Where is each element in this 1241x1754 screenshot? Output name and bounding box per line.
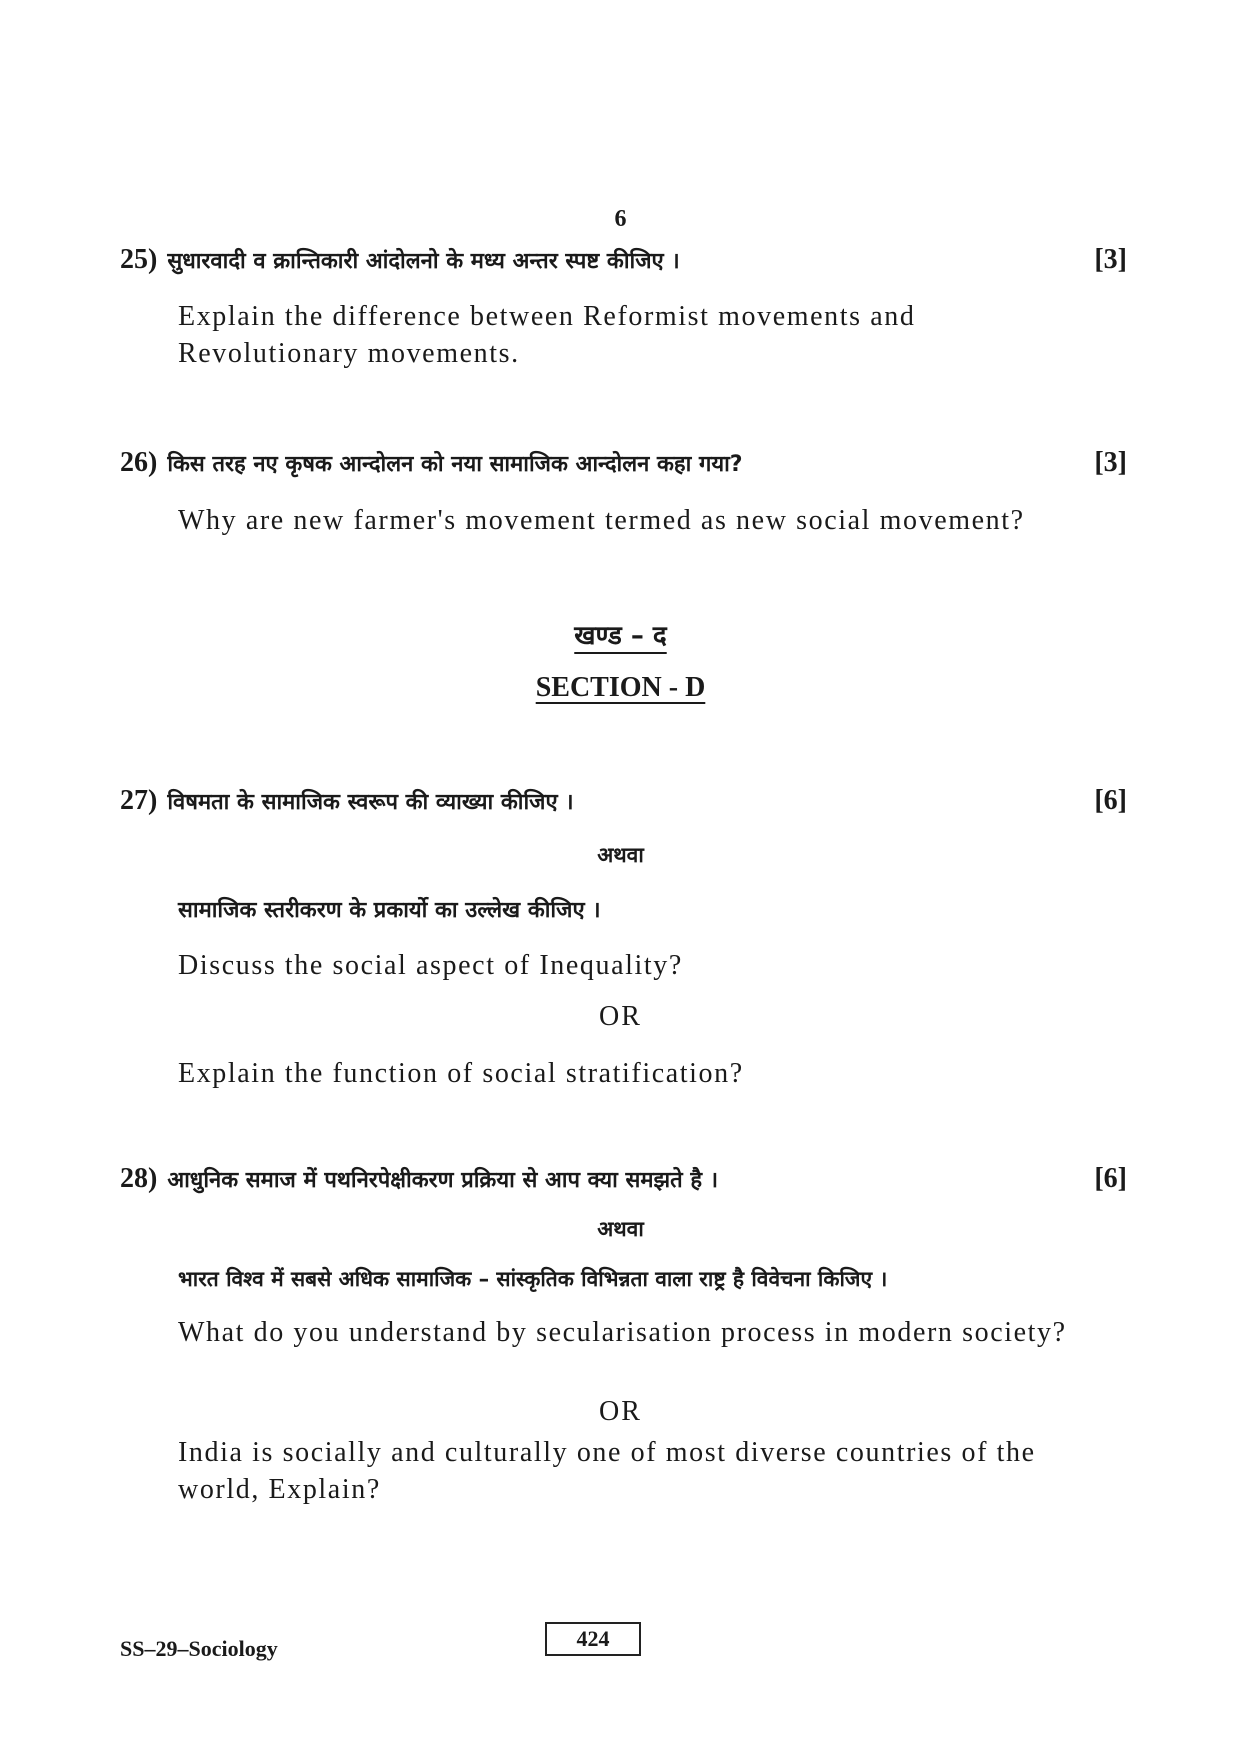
footer-subject-code: SS–29–Sociology (120, 1636, 278, 1661)
question-marks: [6] (1094, 1163, 1127, 1194)
question-28-hindi-line (120, 1163, 1125, 1195)
section-title-hindi-wrap (0, 616, 1241, 652)
question-number: 25) (120, 244, 158, 275)
question-english-text: What do you understand by secularisation process in modern society? (178, 1317, 1067, 1348)
question-marks: [6] (1094, 785, 1127, 816)
question-number: 27) (120, 785, 158, 816)
question-marks: [3] (1094, 447, 1127, 478)
section-title-english-wrap (0, 672, 1241, 704)
section-title-english: SECTION - D (535, 672, 706, 703)
question-27-hindi-line (120, 785, 1125, 817)
question-hindi-text: सुधारवादी व क्रान्तिकारी आंदोलनो के मध्य अन्तर स्पष्ट कीजिए । (167, 249, 680, 274)
question-english-text-continued: Revolutionary movements. (178, 338, 520, 369)
alternate-question-english-continued: world, Explain? (178, 1474, 381, 1505)
or-english: OR (599, 1396, 642, 1427)
alternate-question-hindi: सामाजिक स्तरीकरण के प्रकार्यो का उल्लेख कीजिए । (178, 898, 601, 923)
question-number: 28) (120, 1163, 158, 1194)
alternate-question-english: Explain the function of social stratification? (178, 1058, 744, 1089)
question-number: 26) (120, 447, 158, 478)
question-hindi-text: विषमता के सामाजिक स्वरूप की व्याख्या कीजिए । (167, 790, 574, 815)
alternate-question-english: India is socially and culturally one of most diverse countries of the (178, 1437, 1036, 1468)
or-hindi: अथवा (597, 843, 644, 867)
question-marks: [3] (1094, 244, 1127, 275)
page-number: 6 (614, 206, 627, 232)
question-english-text: Why are new farmer's movement termed as new social movement? (178, 505, 1025, 536)
or-hindi: अथवा (597, 1217, 644, 1241)
question-26-hindi-line (120, 447, 1125, 479)
question-english-text: Discuss the social aspect of Inequality? (178, 950, 683, 981)
question-english-text: Explain the difference between Reformist movements and (178, 301, 916, 332)
footer-page-box: 424 (545, 1622, 641, 1656)
or-english: OR (599, 1001, 642, 1032)
question-hindi-text: किस तरह नए कृषक आन्दोलन को नया सामाजिक आन्दोलन कहा गया? (167, 452, 743, 477)
question-25-hindi-line (120, 244, 1125, 276)
alternate-question-hindi: भारत विश्व में सबसे अधिक सामाजिक – सांस्कृतिक विभिन्नता वाला राष्ट्र है विवेचना किजिए । (178, 1267, 888, 1291)
question-hindi-text: आधुनिक समाज में पथनिरपेक्षीकरण प्रक्रिया से आप क्या समझते है । (167, 1168, 719, 1193)
section-title-hindi: खण्ड – द (574, 621, 667, 651)
